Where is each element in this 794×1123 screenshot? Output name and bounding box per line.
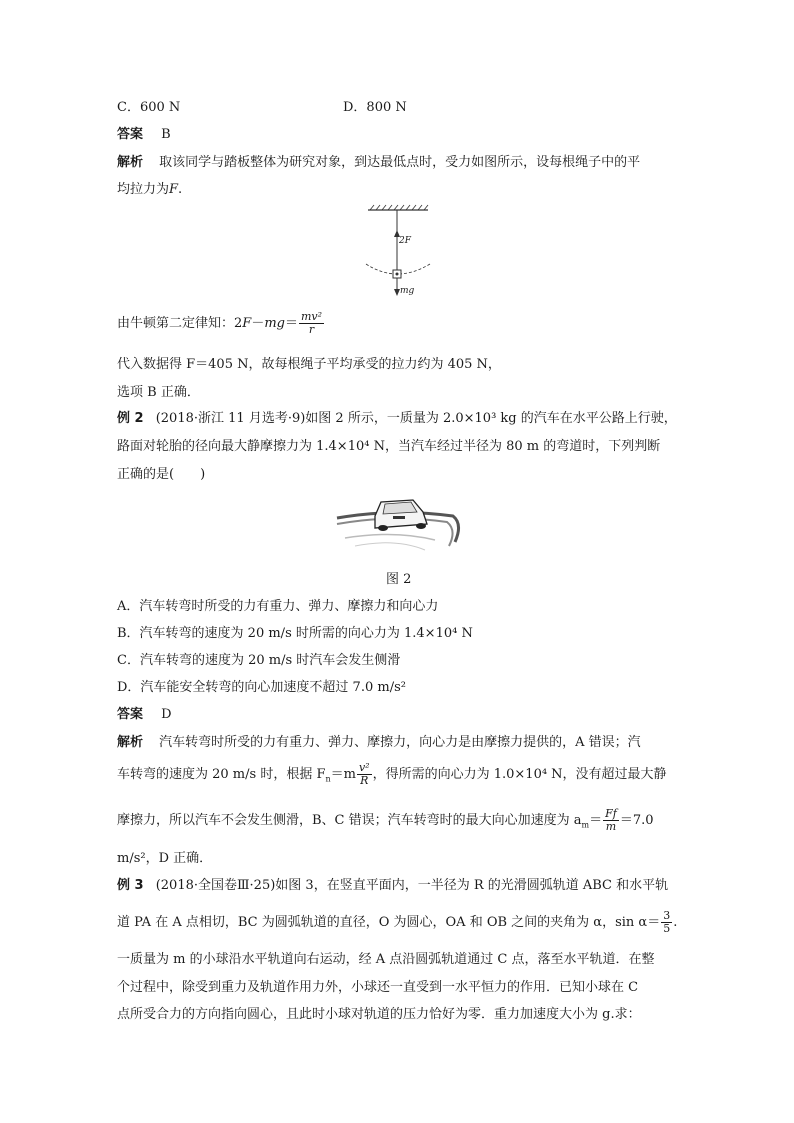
analysis-2-line-3: 摩擦力，所以汽车不会发生侧滑，B、C 错误；汽车转弯时的最大向心加速度为 $a_m=$ $\frac{Ff}{m}$ ＝7.0: [117, 807, 654, 833]
label-2F: 2F: [399, 236, 411, 246]
example-3-line-2: 道 PA 在 A 点相切，BC 为圆弧轨道的直径，O 为圆心，OA 和 OB 之间的夹角为 α，sin α＝ $\frac{3}{5}$ .: [117, 909, 678, 935]
analysis-2-line-4: m/s²，D 正确．: [117, 851, 213, 866]
conclusion-line: 选项 B 正确．: [117, 385, 200, 400]
example-3-line-1: 例 3 (2018·全国卷Ⅲ·25)如图 3，在竖直平面内，一半径为 R 的光滑圆弧轨道 ABC 和水平轨: [117, 878, 669, 893]
analysis-2-line-2: 车转弯的速度为 20 m/s 时，根据 $F_n=m$ $\frac{\text{v²}}{R}$ ，得所需的向心力为 1.0×10⁴ N，没有超过最大静: [117, 761, 667, 787]
example-2-line-3: 正确的是( ): [117, 467, 206, 482]
option-d: D．800 N: [343, 100, 407, 115]
option-d-2: D．汽车能安全转弯的向心加速度不超过 7.0 m/s²: [117, 680, 406, 695]
example-3-line-4: 个过程中，除受到重力及轨道作用力外，小球还一直受到一水平恒力的作用．已知小球在 C: [117, 980, 639, 995]
analysis-line-2: 均拉力为F.: [117, 182, 183, 197]
answer-label: 答案: [117, 127, 144, 142]
answer-row: [117, 123, 171, 142]
car-illustration: [335, 490, 465, 554]
example-3-line-5: 点所受合力的方向指向圆心，且此时小球对轨道的压力恰好为零．重力加速度大小为 g.求：: [117, 1007, 641, 1022]
fraction: $\frac{\text{mv²}}{r}$: [301, 310, 323, 336]
option-c: C．600 N: [117, 100, 181, 115]
example-2-line-2: 路面对轮胎的径向最大静摩擦力为 1.4×10⁴ N，当汽车经过半径为 80 m 的弯道时，下列判断: [117, 439, 661, 454]
option-c-2: C．汽车转弯的速度为 20 m/s 时汽车会发生侧滑: [117, 653, 401, 668]
answer-value: B: [161, 127, 171, 142]
example-2-label: 例 2: [117, 411, 144, 426]
option-b: B．汽车转弯的速度为 20 m/s 时所需的向心力为 1.4×10⁴ N: [117, 626, 473, 641]
example-2-line-1: 例 2 (2018·浙江 11 月选考·9)如图 2 所示，一质量为 2.0×10³ kg 的汽车在水平公路上行驶，: [117, 411, 677, 426]
car-window: [383, 502, 417, 514]
analysis-label: 解析: [117, 155, 144, 170]
analysis-2-line-1: 解析 汽车转弯时所受的力有重力、弹力、摩擦力，向心力是由摩擦力提供的，A 错误；汽: [117, 735, 641, 750]
ceiling-hatch: [370, 205, 428, 210]
label-mg: mg: [400, 286, 415, 296]
substitution-line: 代入数据得 F＝405 N，故每根绳子平均承受的拉力约为 405 N，: [117, 357, 501, 372]
newton-law-line: 由牛顿第二定律知：2F－mg＝ $\frac{\text{mv²}}{r}$: [117, 310, 323, 336]
answer-row-2: 答案 D: [117, 707, 172, 722]
figure-2-caption: 图 2: [386, 572, 412, 587]
option-a: A．汽车转弯时所受的力有重力、弹力、摩擦力和向心力: [117, 599, 439, 614]
analysis-line-1: 解析 取该同学与踏板整体为研究对象，到达最低点时，受力如图所示，设每根绳子中的平: [117, 155, 641, 170]
example-3-line-3: 一质量为 m 的小球沿水平轨道向右运动，经 A 点沿圆弧轨道通过 C 点，落至水平轨道．在整: [117, 952, 655, 967]
